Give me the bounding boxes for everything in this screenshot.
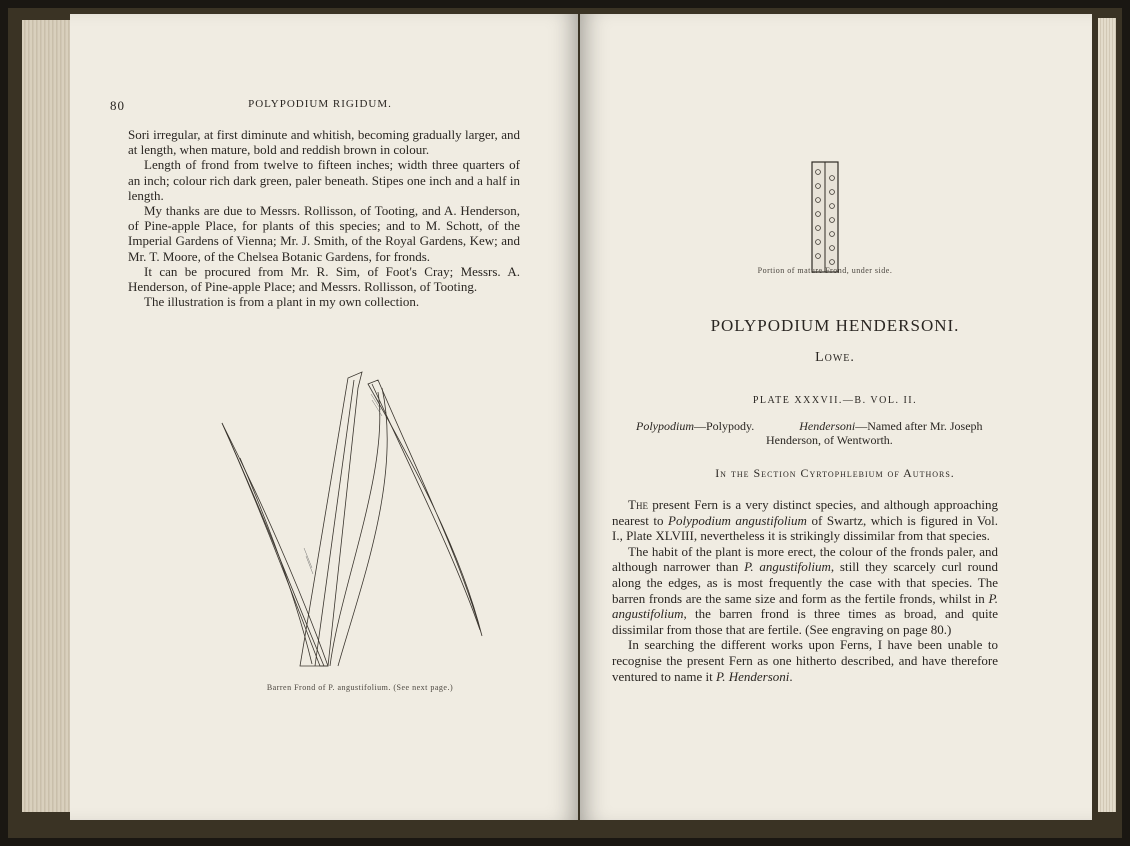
etymology (636, 420, 1036, 447)
paragraph (612, 637, 998, 684)
species-meaning: —Named after Mr. Joseph (855, 419, 983, 433)
right-page (580, 14, 1092, 820)
drop-word: The (628, 497, 648, 512)
right-figure-caption: Portion of mature Frond, under side. (757, 266, 893, 275)
plate-reference: PLATE XXXVII.—B. VOL. II. (752, 395, 918, 406)
paragraph: It can be procured from Mr. R. Sim, of Foot's Cray; Messrs. A. Henderson, of Pine-apple Place; and Messrs. Rollisson, of Tooting. (128, 263, 520, 295)
left-figure-caption: Barren Frond of P. angustifolium. (See next page.) (266, 683, 454, 692)
species-title: POLYPODIUM HENDERSONI. (710, 316, 960, 335)
page-number: 80 (110, 98, 125, 113)
running-head-title: POLYPODIUM RIGIDUM. (248, 98, 392, 110)
italic-name: P. Hendersoni (715, 668, 790, 684)
right-body-text (612, 497, 998, 684)
species-term: Hendersoni (799, 419, 856, 433)
text-run: , still they scarcely curl round along the edges, as is most frequently the case with that species. The barren fronds are the same size and form as the fertile fronds, whilst in (612, 559, 998, 606)
text-run: of Swartz, which is figured in Vol. I., Plate XLVIII, nevertheless it is strikingly dissimilar from that species. (612, 512, 998, 544)
paragraph: My thanks are due to Messrs. Rollisson, of Tooting, and A. Henderson, of Pine-apple Place, for plants of this species; and to M. Schott, of the Imperial Gardens of Vienna; Mr. J. Smith, of the Royal Gardens, Kew; and Mr. T. Moore, of the Chelsea Botanic Gardens, for fronds. (128, 203, 520, 264)
text-run: present Fern is a very distinct species, and although approaching nearest to (612, 497, 998, 528)
section-heading: In the Section Cyrtophlebium of Authors. (715, 466, 955, 480)
frond-portion-illustration (810, 160, 840, 275)
paragraph (612, 544, 998, 638)
species-meaning-cont: Henderson, of Wentworth. (766, 432, 893, 447)
running-head (110, 98, 530, 114)
species-author: Lowe. (815, 350, 855, 365)
italic-name: P. angustifolium (612, 590, 998, 622)
text-run: . (789, 668, 793, 684)
italic-name: P. angustifolium (744, 559, 831, 575)
paragraph (612, 497, 998, 544)
genus-meaning: —Polypody. (694, 419, 755, 433)
paragraph: Length of frond from twelve to fifteen inches; width three quarters of an inch; colour rich dark green, paler beneath. Stipes one inch and a half in length. (128, 157, 520, 203)
barren-frond-illustration (220, 368, 490, 668)
text-run: The habit of the plant is more erect, the colour of the fronds paler, and although narrower than (612, 543, 998, 575)
paragraph: The illustration is from a plant in my own collection. (144, 294, 420, 310)
text-run: , the barren frond is three times as broad, and quite dissimilar from those that are fertile. (See engraving on page 80.) (612, 606, 998, 637)
paragraph: Sori irregular, at first diminute and whitish, becoming gradually larger, and at length, when mature, bold and reddish brown in colour. (128, 127, 520, 158)
page-edges-right (1098, 18, 1116, 812)
left-body-text (128, 127, 520, 309)
genus-term: Polypodium (636, 419, 694, 433)
text-run: In searching the different works upon Ferns, I have been unable to recognise the present Fern as one hitherto described, and have therefore ventured to name it (612, 637, 998, 684)
italic-name: Polypodium angustifolium (668, 512, 807, 528)
